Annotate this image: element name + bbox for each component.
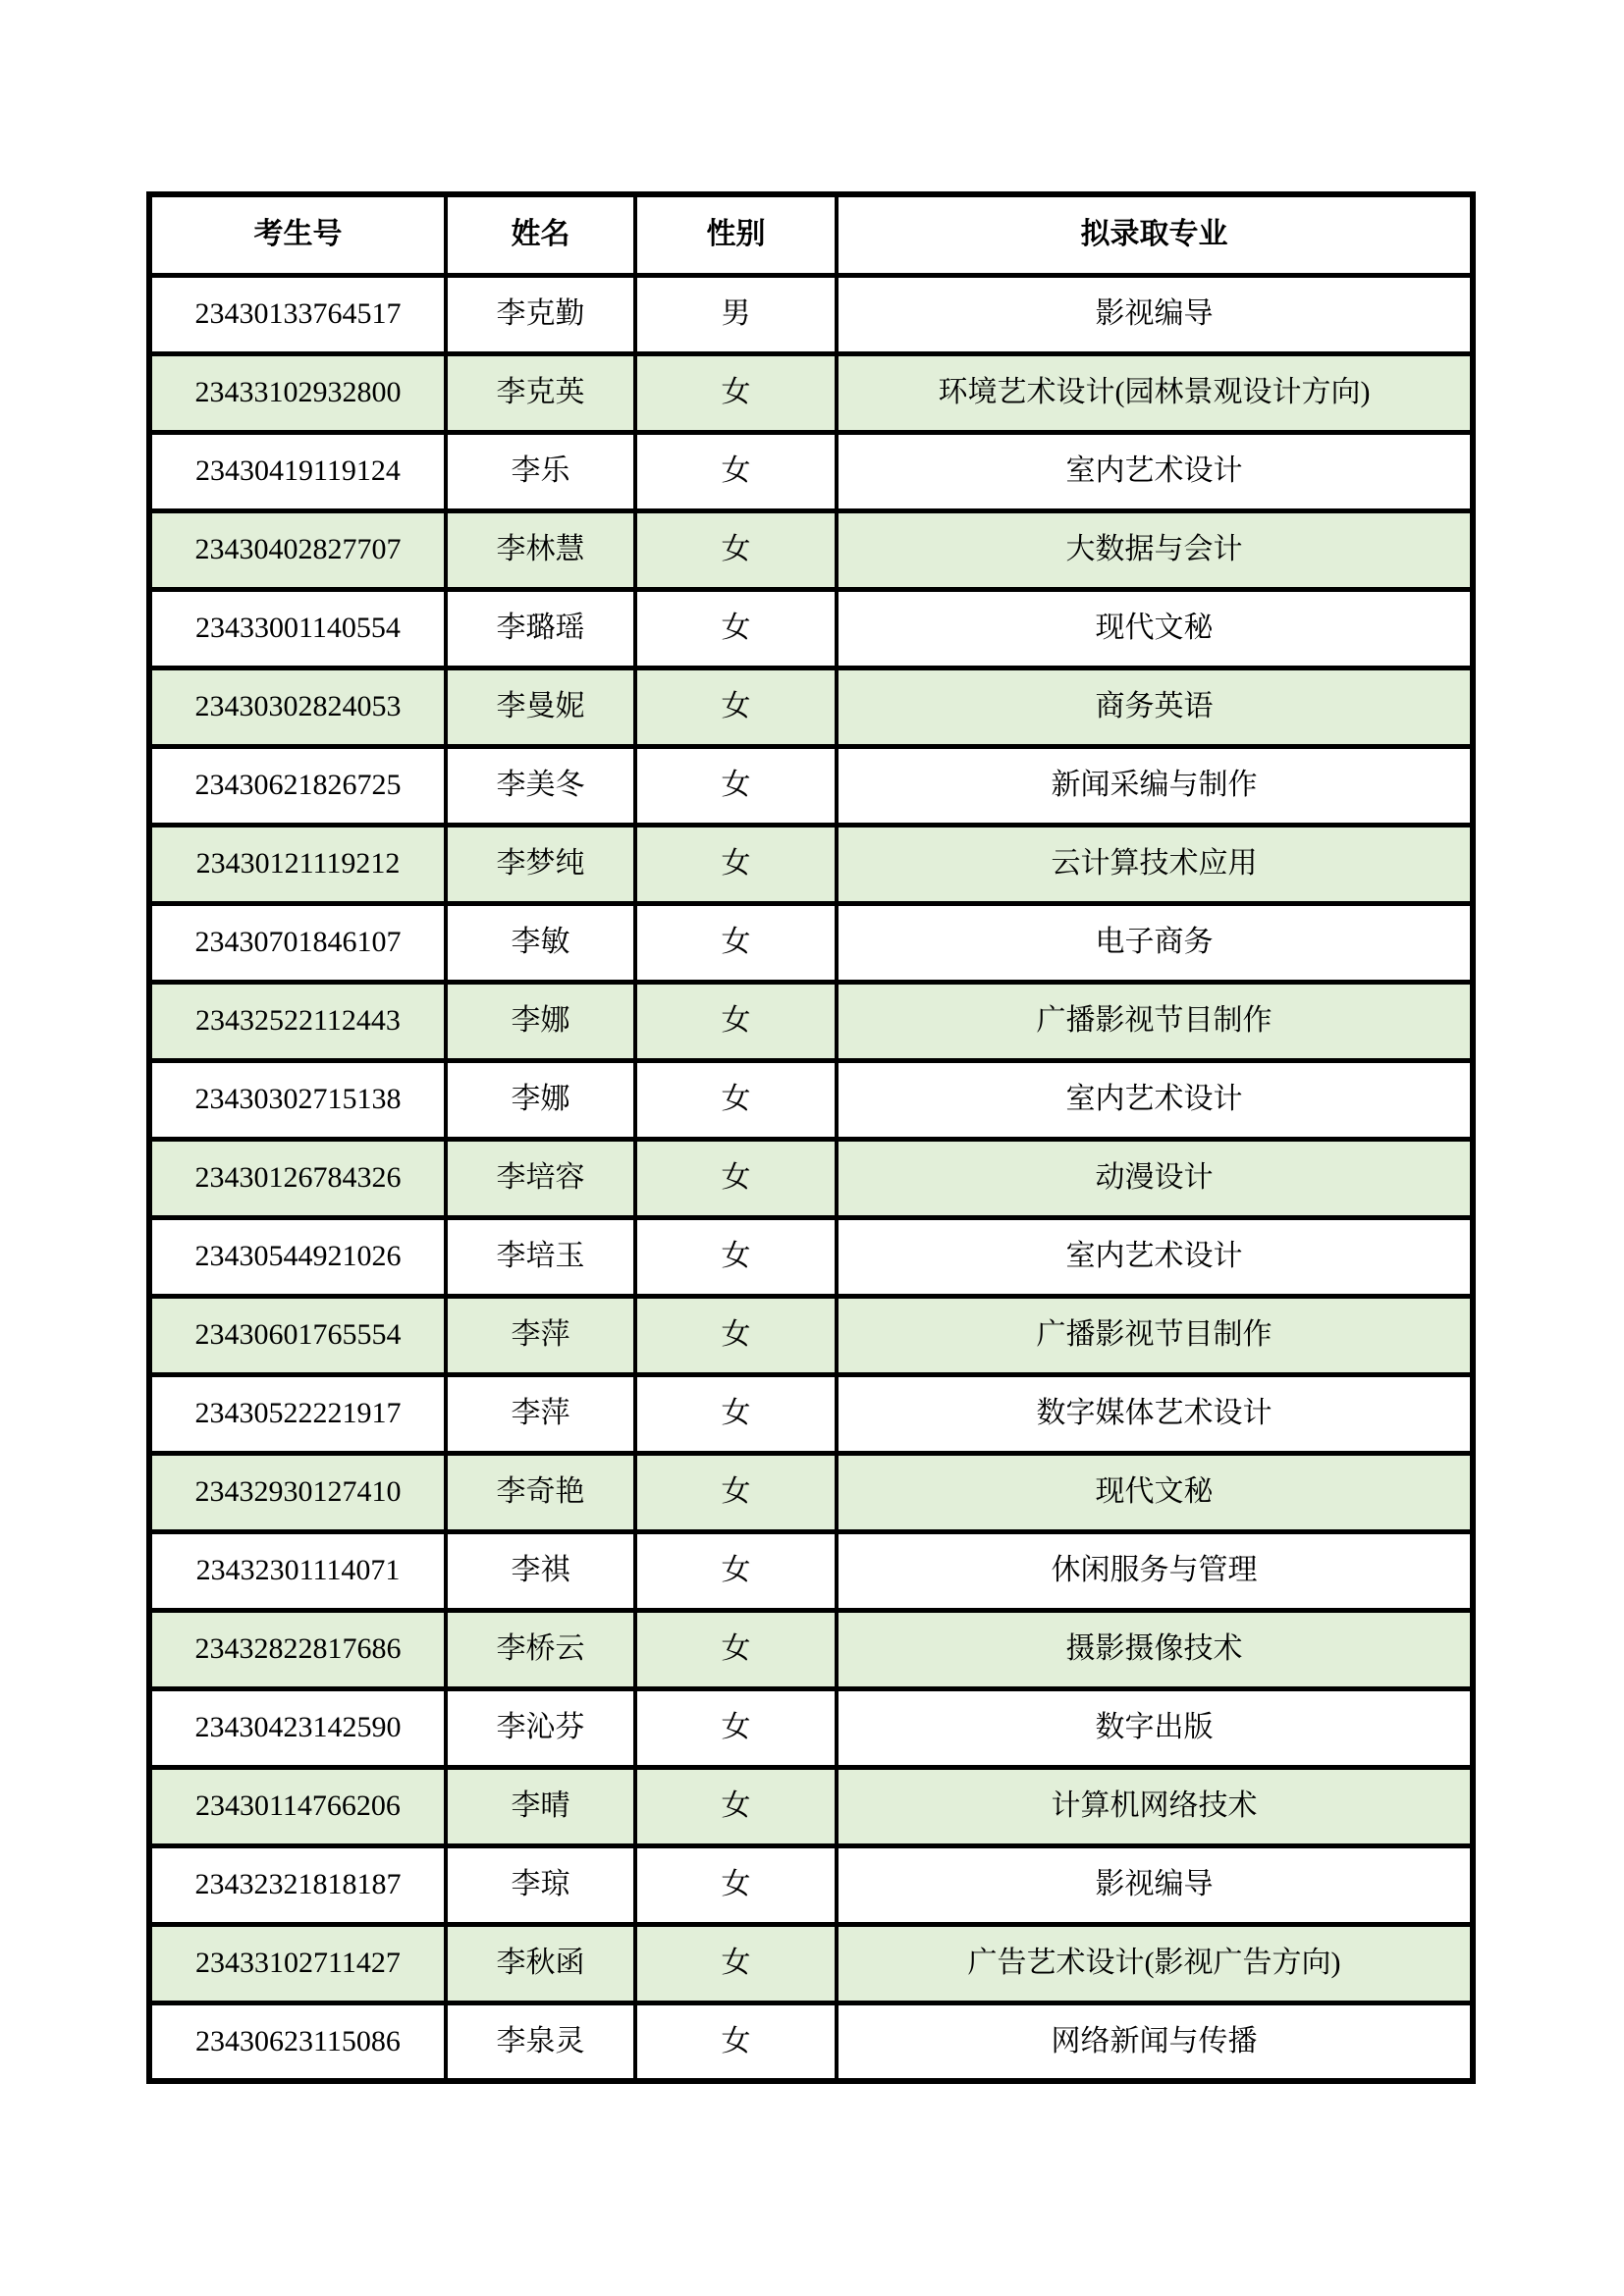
- cell-major: 大数据与会计: [837, 510, 1473, 589]
- cell-major: 电子商务: [837, 903, 1473, 982]
- cell-major: 室内艺术设计: [837, 1217, 1473, 1296]
- table-row: [149, 1296, 1473, 1374]
- cell-exam-id: 23432822817686: [149, 1610, 446, 1688]
- table-row: [149, 1845, 1473, 1924]
- cell-gender: 女: [635, 1531, 837, 1610]
- cell-major: 云计算技术应用: [837, 825, 1473, 903]
- cell-exam-id: 23430114766206: [149, 1767, 446, 1845]
- col-header-gender: 性别: [635, 194, 837, 275]
- cell-gender: 女: [635, 1610, 837, 1688]
- cell-gender: 女: [635, 2002, 837, 2081]
- cell-major: 计算机网络技术: [837, 1767, 1473, 1845]
- cell-name: 李娜: [446, 1060, 635, 1139]
- cell-major: 广播影视节目制作: [837, 1296, 1473, 1374]
- cell-name: 李乐: [446, 432, 635, 510]
- table-row: [149, 903, 1473, 982]
- cell-gender: 女: [635, 1767, 837, 1845]
- col-header-major: 拟录取专业: [837, 194, 1473, 275]
- cell-name: 李敏: [446, 903, 635, 982]
- cell-major: 广告艺术设计(影视广告方向): [837, 1924, 1473, 2002]
- cell-exam-id: 23430133764517: [149, 275, 446, 353]
- cell-exam-id: 23430419119124: [149, 432, 446, 510]
- cell-exam-id: 23430423142590: [149, 1688, 446, 1767]
- table-row: [149, 1924, 1473, 2002]
- cell-gender: 女: [635, 903, 837, 982]
- cell-name: 李琼: [446, 1845, 635, 1924]
- cell-name: 李沁芬: [446, 1688, 635, 1767]
- table-row: [149, 1688, 1473, 1767]
- cell-major: 动漫设计: [837, 1139, 1473, 1217]
- cell-major: 室内艺术设计: [837, 432, 1473, 510]
- cell-exam-id: 23430302715138: [149, 1060, 446, 1139]
- cell-exam-id: 23430621826725: [149, 746, 446, 825]
- cell-major: 现代文秘: [837, 589, 1473, 667]
- cell-major: 广播影视节目制作: [837, 982, 1473, 1060]
- cell-major: 网络新闻与传播: [837, 2002, 1473, 2081]
- cell-major: 数字出版: [837, 1688, 1473, 1767]
- cell-name: 李萍: [446, 1374, 635, 1453]
- cell-exam-id: 23430402827707: [149, 510, 446, 589]
- cell-exam-id: 23432930127410: [149, 1453, 446, 1531]
- table-row: [149, 667, 1473, 746]
- cell-name: 李泉灵: [446, 2002, 635, 2081]
- col-header-name: 姓名: [446, 194, 635, 275]
- table-row: [149, 589, 1473, 667]
- table-row: [149, 1139, 1473, 1217]
- cell-exam-id: 23430701846107: [149, 903, 446, 982]
- cell-exam-id: 23430126784326: [149, 1139, 446, 1217]
- cell-name: 李培容: [446, 1139, 635, 1217]
- cell-name: 李曼妮: [446, 667, 635, 746]
- cell-gender: 女: [635, 510, 837, 589]
- cell-gender: 女: [635, 1060, 837, 1139]
- table-row: [149, 510, 1473, 589]
- cell-exam-id: 23430302824053: [149, 667, 446, 746]
- cell-major: 影视编导: [837, 275, 1473, 353]
- cell-exam-id: 23432301114071: [149, 1531, 446, 1610]
- cell-gender: 女: [635, 353, 837, 432]
- cell-gender: 女: [635, 1217, 837, 1296]
- cell-exam-id: 23430601765554: [149, 1296, 446, 1374]
- cell-major: 环境艺术设计(园林景观设计方向): [837, 353, 1473, 432]
- cell-name: 李梦纯: [446, 825, 635, 903]
- cell-name: 李美冬: [446, 746, 635, 825]
- table-row: [149, 1217, 1473, 1296]
- table-row: [149, 825, 1473, 903]
- cell-gender: 女: [635, 1688, 837, 1767]
- cell-gender: 女: [635, 1845, 837, 1924]
- table-row: [149, 982, 1473, 1060]
- cell-exam-id: 23432321818187: [149, 1845, 446, 1924]
- cell-major: 现代文秘: [837, 1453, 1473, 1531]
- table-row: [149, 1767, 1473, 1845]
- header-row: [149, 194, 1473, 275]
- cell-gender: 女: [635, 825, 837, 903]
- cell-name: 李克英: [446, 353, 635, 432]
- cell-exam-id: 23432522112443: [149, 982, 446, 1060]
- table-row: [149, 1531, 1473, 1610]
- cell-name: 李萍: [446, 1296, 635, 1374]
- cell-major: 室内艺术设计: [837, 1060, 1473, 1139]
- cell-gender: 女: [635, 1296, 837, 1374]
- table-row: [149, 1610, 1473, 1688]
- cell-name: 李克勤: [446, 275, 635, 353]
- cell-major: 休闲服务与管理: [837, 1531, 1473, 1610]
- cell-major: 新闻采编与制作: [837, 746, 1473, 825]
- table-row: [149, 275, 1473, 353]
- cell-exam-id: 23433102711427: [149, 1924, 446, 2002]
- cell-exam-id: 23430522221917: [149, 1374, 446, 1453]
- cell-gender: 男: [635, 275, 837, 353]
- cell-major: 影视编导: [837, 1845, 1473, 1924]
- cell-exam-id: 23433102932800: [149, 353, 446, 432]
- table-row: [149, 1453, 1473, 1531]
- cell-major: 数字媒体艺术设计: [837, 1374, 1473, 1453]
- table-row: [149, 353, 1473, 432]
- cell-name: 李培玉: [446, 1217, 635, 1296]
- cell-gender: 女: [635, 1139, 837, 1217]
- cell-gender: 女: [635, 1453, 837, 1531]
- cell-gender: 女: [635, 432, 837, 510]
- cell-gender: 女: [635, 1924, 837, 2002]
- cell-exam-id: 23430623115086: [149, 2002, 446, 2081]
- cell-name: 李晴: [446, 1767, 635, 1845]
- table-row: [149, 432, 1473, 510]
- cell-name: 李璐瑶: [446, 589, 635, 667]
- table-row: [149, 1374, 1473, 1453]
- cell-name: 李奇艳: [446, 1453, 635, 1531]
- admission-table: [146, 191, 1476, 2084]
- table-row: [149, 746, 1473, 825]
- cell-exam-id: 23430121119212: [149, 825, 446, 903]
- cell-name: 李林慧: [446, 510, 635, 589]
- cell-gender: 女: [635, 589, 837, 667]
- cell-gender: 女: [635, 982, 837, 1060]
- cell-major: 商务英语: [837, 667, 1473, 746]
- col-header-exam-id: 考生号: [149, 194, 446, 275]
- cell-name: 李祺: [446, 1531, 635, 1610]
- cell-gender: 女: [635, 1374, 837, 1453]
- cell-exam-id: 23430544921026: [149, 1217, 446, 1296]
- cell-major: 摄影摄像技术: [837, 1610, 1473, 1688]
- table-row: [149, 1060, 1473, 1139]
- cell-gender: 女: [635, 667, 837, 746]
- table-row: [149, 2002, 1473, 2081]
- cell-name: 李娜: [446, 982, 635, 1060]
- cell-exam-id: 23433001140554: [149, 589, 446, 667]
- cell-gender: 女: [635, 746, 837, 825]
- cell-name: 李桥云: [446, 1610, 635, 1688]
- cell-name: 李秋函: [446, 1924, 635, 2002]
